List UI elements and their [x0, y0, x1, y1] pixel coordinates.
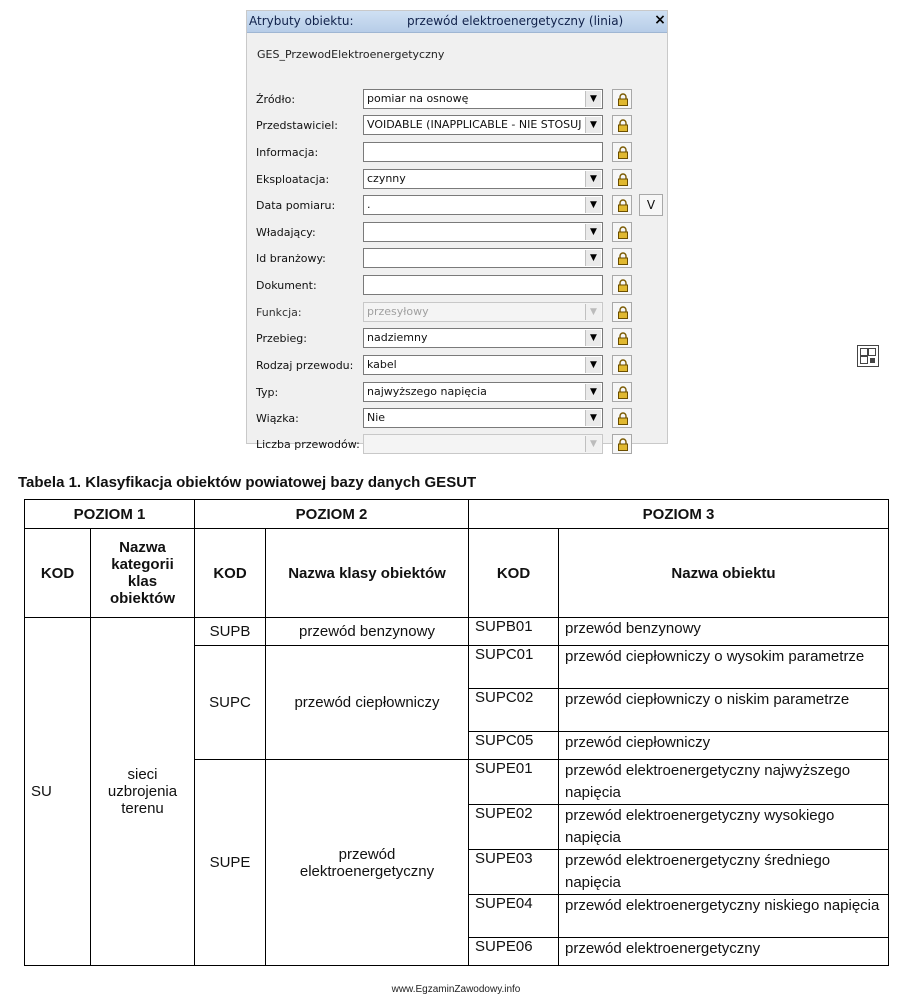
field-label: Przedstawiciel:	[256, 119, 338, 132]
field-value: VOIDABLE (INAPPLICABLE - NIE STOSUJ	[367, 118, 582, 131]
zrodlo-select[interactable]	[363, 89, 603, 109]
class-code: SUPB	[195, 618, 266, 646]
chevron-down-icon[interactable]: ▼	[585, 171, 601, 187]
object-code: SUPC02	[469, 689, 559, 732]
lock-button[interactable]	[612, 328, 632, 348]
lock-icon	[617, 279, 629, 292]
column-header: KOD	[469, 529, 559, 618]
table-caption: Tabela 1. Klasyfikacja obiektów powiatowej bazy danych GESUT	[18, 474, 477, 491]
chevron-down-icon[interactable]: ▼	[585, 224, 601, 240]
field-label: Dokument:	[256, 279, 317, 292]
lock-icon	[617, 306, 629, 319]
footer-watermark: www.EgzaminZawodowy.info	[391, 984, 521, 995]
eksploatacja-select[interactable]	[363, 169, 603, 189]
field-value: Nie	[367, 411, 386, 424]
field-row-id-branzowy	[247, 247, 667, 271]
object-code: SUPE06	[469, 938, 559, 966]
object-name: przewód elektroenergetyczny średniego napięcia	[559, 850, 889, 895]
class-name: GES_PrzewodElektroenergetyczny	[257, 48, 445, 61]
przebieg-select[interactable]	[363, 328, 603, 348]
field-value: przesyłowy	[367, 305, 429, 318]
chevron-down-icon: ▼	[585, 436, 601, 452]
class-name: przewód benzynowy	[266, 618, 469, 646]
lock-icon	[617, 412, 629, 425]
object-code: SUPE04	[469, 895, 559, 938]
lock-button[interactable]	[612, 355, 632, 375]
lock-button[interactable]	[612, 434, 632, 454]
chevron-down-icon[interactable]: ▼	[585, 117, 601, 133]
level-header: POZIOM 3	[469, 500, 889, 529]
wiazka-select[interactable]	[363, 408, 603, 428]
field-value: pomiar na osnowę	[367, 92, 469, 105]
chevron-down-icon[interactable]: ▼	[585, 410, 601, 426]
lock-icon	[617, 226, 629, 239]
column-header: Nazwa klasy obiektów	[266, 529, 469, 618]
lock-button[interactable]	[612, 275, 632, 295]
field-label: Wiązka:	[256, 412, 299, 425]
lock-icon	[617, 252, 629, 265]
object-name: przewód elektroenergetyczny	[559, 938, 889, 966]
level-header: POZIOM 1	[25, 500, 195, 529]
field-row-dokument	[247, 274, 667, 298]
chevron-down-icon[interactable]: ▼	[585, 384, 601, 400]
object-name: przewód ciepłowniczy o niskim parametrze	[559, 689, 889, 732]
lock-button[interactable]	[612, 169, 632, 189]
field-row-przedstawiciel	[247, 114, 667, 138]
chevron-down-icon[interactable]: ▼	[585, 91, 601, 107]
object-code: SUPB01	[469, 618, 559, 646]
field-value: .	[367, 198, 371, 211]
chevron-down-icon[interactable]: ▼	[585, 357, 601, 373]
lock-icon	[617, 386, 629, 399]
column-header: KOD	[195, 529, 266, 618]
field-label: Rodzaj przewodu:	[256, 359, 354, 372]
level1-code: SU	[25, 618, 91, 966]
field-row-typ	[247, 381, 667, 405]
przedstawiciel-select[interactable]	[363, 115, 603, 135]
object-code: SUPE01	[469, 760, 559, 805]
funkcja-select	[363, 302, 603, 322]
field-value: najwyższego napięcia	[367, 385, 487, 398]
v-button[interactable]: V	[639, 194, 663, 216]
field-row-data-pomiaru	[247, 194, 667, 218]
table-column-header-row	[25, 529, 889, 618]
lock-button[interactable]	[612, 142, 632, 162]
lock-icon	[617, 119, 629, 132]
gesut-classification-table	[24, 499, 889, 966]
table-level-header-row	[25, 500, 889, 529]
object-name: przewód elektroenergetyczny najwyższego napięcia	[559, 760, 889, 805]
class-name: przewód elektroenergetyczny	[266, 760, 469, 966]
typ-select[interactable]	[363, 382, 603, 402]
lock-icon	[617, 199, 629, 212]
level-header: POZIOM 2	[195, 500, 469, 529]
field-row-informacja	[247, 141, 667, 165]
lock-button[interactable]	[612, 195, 632, 215]
wladajacy-select[interactable]	[363, 222, 603, 242]
class-code: SUPE	[195, 760, 266, 966]
field-value: czynny	[367, 172, 406, 185]
field-value: kabel	[367, 358, 397, 371]
column-header: Nazwa obiektu	[559, 529, 889, 618]
lock-icon	[617, 173, 629, 186]
chevron-down-icon[interactable]: ▼	[585, 197, 601, 213]
field-label: Liczba przewodów:	[256, 438, 360, 451]
attributes-dialog	[246, 10, 668, 451]
lock-icon	[617, 93, 629, 106]
object-code: SUPE02	[469, 805, 559, 850]
lock-button[interactable]	[612, 222, 632, 242]
field-row-rodzaj-przewodu	[247, 354, 667, 378]
field-label: Eksploatacja:	[256, 173, 330, 186]
lock-icon	[617, 359, 629, 372]
lock-button[interactable]	[612, 248, 632, 268]
class-name: przewód ciepłowniczy	[266, 646, 469, 760]
field-row-funkcja	[247, 301, 667, 325]
field-label: Funkcja:	[256, 306, 302, 319]
data-pomiaru-select[interactable]	[363, 195, 603, 215]
lock-button[interactable]	[612, 302, 632, 322]
table-row	[25, 618, 889, 646]
object-name: przewód elektroenergetyczny niskiego napięcia	[559, 895, 889, 938]
rodzaj-przewodu-select[interactable]	[363, 355, 603, 375]
dokument-input[interactable]	[363, 275, 603, 295]
column-header: KOD	[25, 529, 91, 618]
chevron-down-icon: ▼	[585, 304, 601, 320]
field-row-wladajacy	[247, 221, 667, 245]
field-label: Informacja:	[256, 146, 319, 159]
close-icon[interactable]: ×	[654, 12, 666, 28]
field-label: Źródło:	[256, 93, 296, 106]
lock-button[interactable]	[612, 408, 632, 428]
lock-icon	[617, 146, 629, 159]
chevron-down-icon[interactable]: ▼	[585, 250, 601, 266]
lock-icon	[617, 332, 629, 345]
dialog-title-object: przewód elektroenergetyczny (linia)	[407, 14, 624, 28]
chevron-down-icon[interactable]: ▼	[585, 330, 601, 346]
qr-code-icon	[857, 345, 879, 367]
id-branzowy-select[interactable]	[363, 248, 603, 268]
object-code: SUPC01	[469, 646, 559, 689]
informacja-input[interactable]	[363, 142, 603, 162]
field-label: Przebieg:	[256, 332, 307, 345]
field-label: Id branżowy:	[256, 252, 326, 265]
object-name: przewód benzynowy	[559, 618, 889, 646]
lock-button[interactable]	[612, 89, 632, 109]
liczba-przewodow-select	[363, 434, 603, 454]
object-code: SUPC05	[469, 732, 559, 760]
field-row-liczba-przewodow	[247, 433, 667, 457]
lock-icon	[617, 438, 629, 451]
object-name: przewód ciepłowniczy o wysokim parametrze	[559, 646, 889, 689]
dialog-titlebar[interactable]	[247, 11, 667, 33]
dialog-title-label: Atrybuty obiektu:	[249, 14, 354, 28]
field-label: Typ:	[256, 386, 279, 399]
object-name: przewód ciepłowniczy	[559, 732, 889, 760]
lock-button[interactable]	[612, 115, 632, 135]
field-row-eksploatacja	[247, 168, 667, 192]
field-row-zrodlo	[247, 88, 667, 112]
level1-name: sieci uzbrojenia terenu	[91, 618, 195, 966]
object-code: SUPE03	[469, 850, 559, 895]
object-name: przewód elektroenergetyczny wysokiego napięcia	[559, 805, 889, 850]
column-header: Nazwa kategorii klas obiektów	[91, 529, 195, 618]
field-value: nadziemny	[367, 331, 428, 344]
field-label: Władający:	[256, 226, 316, 239]
lock-button[interactable]	[612, 382, 632, 402]
field-label: Data pomiaru:	[256, 199, 336, 212]
class-code: SUPC	[195, 646, 266, 760]
field-row-wiazka	[247, 407, 667, 431]
field-row-przebieg	[247, 327, 667, 351]
